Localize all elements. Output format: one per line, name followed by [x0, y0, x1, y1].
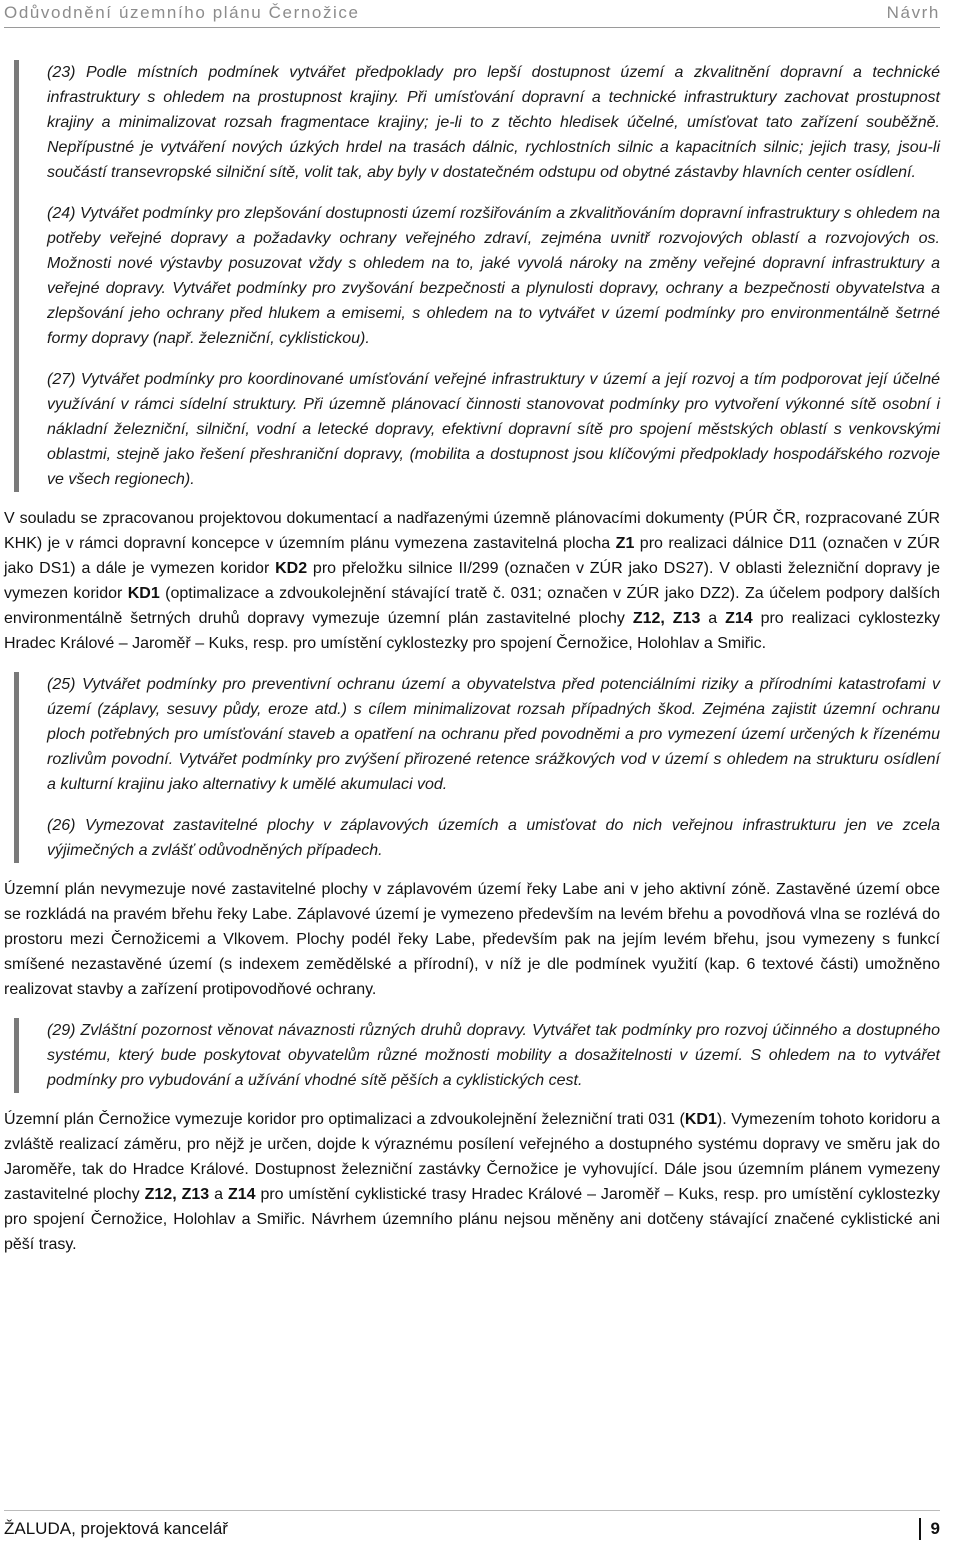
page-number: 9: [930, 1519, 940, 1538]
quoted-policy-paragraph: (23) Podle místních podmínek vytvářet předpoklady pro lepší dostupnost území a zkvalitnění dopravní a technické infrastruktury s ohledem na prostupnost krajiny. Při umísťování dopravní a technické infrastruktury zachovat prostupnost krajiny a minimalizovat rozsah fragmentace krajiny; je-li to z těchto hledisek účelné, umísťovat tato zařízení souběžně. Nepřípustné je vytváření nových úzkých hrdel na trasách dálnic, rychlostních silnic a kapacitních silnic; jejich trasy, jsou-li součástí transevropské silniční sítě, volit tak, aby byly v dostatečném odstupu od obytné zástavby hlavních center osídlení.: [47, 64, 940, 181]
text-segment: V souladu se zpracovanou projektovou dokumentací a nadřazenými územně plánovacími dokumenty (PÚR ČR, rozpracované ZÚR KHK) je v rámci dopravní koncepce v územním plánu vymezena zastavitelná plocha: [4, 510, 940, 552]
quoted-policy-paragraph: (25) Vytvářet podmínky pro preventivní ochranu území a obyvatelstva před potenciálními riziky a přírodními katastrofami v území (záplavy, sesuvy půdy, eroze atd.) s cílem minimalizovat rozsah případných škod. Zejména zajistit územní ochranu ploch potřebných pro umísťování staveb a opatření na ochranu před povodněmi a pro vymezení území určených k řízenému rozlivům povodní. Vytvářet podmínky pro zvýšení přirozené retence srážkových vod v území s ohledem na strukturu osídlení a kulturní krajinu jako alternativy k umělé akumulaci vod.: [47, 676, 940, 793]
quoted-policy-paragraph: (26) Vymezovat zastavitelné plochy v záplavových územích a umisťovat do nich veřejnou infrastrukturu jen ve zcela výjimečných a zvlášť odůvodněných případech.: [47, 817, 940, 859]
page-header: [4, 0, 940, 28]
text-segment: a: [700, 610, 726, 627]
quoted-policy-block: [14, 60, 940, 492]
bold-reference: Z12, Z13: [144, 1186, 210, 1203]
bold-reference: KD1: [127, 585, 160, 602]
body-paragraph: [4, 1107, 940, 1257]
page-number-box: [919, 1518, 940, 1540]
text-segment: pro realizaci cyklostezky Hradec Králové – Jaroměř – Kuks, resp. pro umístění cyklostezky pro spojení Černožice, Holohlav a Smiřic.: [4, 610, 941, 652]
text-segment: Územní plán Černožice vymezuje koridor pro optimalizaci a zdvoukolejnění železniční trati 031 (: [4, 1111, 685, 1128]
bold-reference: Z14: [725, 610, 753, 627]
body-paragraph: [4, 506, 940, 656]
text-segment: (optimalizace a zdvoukolejnění stávající tratě č. 031; označen v ZÚR jako DZ2). Za účelem podpory dalších environmentálně šetrných druhů dopravy vymezuje územní plán zastavitelné plochy: [4, 585, 940, 627]
body-paragraph: [4, 877, 940, 1002]
document-status: Návrh: [886, 3, 940, 22]
footer-author: ŽALUDA, projektová kancelář: [4, 1519, 228, 1538]
quoted-policy-paragraph: (27) Vytvářet podmínky pro koordinované umísťování veřejné infrastruktury v území a její rozvoj a tím podporovat její účelné využívání v rámci sídelní struktury. Při územně plánovací činnosti stanovovat podmínky pro vytvoření výkonné sítě osobní i nákladní železniční, silniční, vodní a letecké dopravy, efektivní dopravní sítě pro spojení městských oblastí s venkovskými oblastmi, stejně jako řešení přeshraniční dopravy, (mobilita a dostupnost jsou klíčovými předpoklady hospodářského rozvoje ve všech regionech).: [47, 371, 940, 488]
page-content: [4, 60, 940, 1273]
bold-reference: KD2: [275, 560, 308, 577]
text-segment: Územní plán nevymezuje nové zastavitelné plochy v záplavovém území řeky Labe ani v jeho aktivní zóně. Zastavěné území obce se rozkládá na pravém břehu řeky Labe. Záplavové území je vymezeno především na levém břehu a povodňová vlna se rozlévá do prostoru mezi Černožicemi a Vlkovem. Plochy podél řeky Labe, především pak na jejím levém břehu, jsou vymezeny s funkcí smíšené nezastavěné území (s indexem zemědělské a přírodní), v níž je dle podmínek využití (kap. 6 textové části) umožněno realizovat stavby a zařízení protipovodňové ochrany.: [4, 881, 940, 998]
document-title: Odůvodnění územního plánu Černožice: [4, 3, 360, 22]
bold-reference: Z12, Z13: [632, 610, 701, 627]
footer-rule: [4, 1510, 940, 1511]
text-segment: a: [209, 1186, 228, 1203]
bold-reference: Z1: [615, 535, 635, 552]
quoted-policy-paragraph: (29) Zvláštní pozornost věnovat návaznosti různých druhů dopravy. Vytvářet tak podmínky pro rozvoj účinného a dostupného systému, který bude poskytovat obyvatelům různé možnosti mobility a dosažitelnosti v území. S ohledem na to vytvářet podmínky pro vybudování a užívání vhodné sítě pěších a cyklistických cest.: [47, 1022, 940, 1089]
bold-reference: Z14: [227, 1186, 256, 1203]
text-segment: ). Vymezením tohoto koridoru a zvláště realizací záměru, pro nějž je určen, dojde k výraznému posílení veřejného a dostupného systému dopravy ve směru jak do Jaroměře, tak do Hradce Králové. Dostupnost železniční zastávky Černožice je vyhovující. Dále jsou územním plánem vymezeny zastavitelné plochy: [4, 1111, 940, 1203]
page-number-divider: [919, 1518, 921, 1540]
quoted-policy-paragraph: (24) Vytvářet podmínky pro zlepšování dostupnosti území rozšiřováním a zkvalitňováním dopravní infrastruktury s ohledem na potřeby veřejné dopravy a požadavky ochrany veřejného zdraví, zejména uvnitř rozvojových oblastí a rozvojových os. Možnosti nové výstavby posuzovat vždy s ohledem na to, jaké vyvolá nároky na změny veřejné dopravní infrastruktury a veřejné dopravy. Vytvářet podmínky pro zvyšování bezpečnosti a plynulosti dopravy, ochrany a bezpečnosti obyvatelstva a zlepšování jeho ochrany před hlukem a emisemi, s ohledem na to vytvářet v území podmínky pro environmentálně šetrné formy dopravy (např. železniční, cyklistickou).: [47, 205, 940, 347]
quoted-policy-block: [14, 672, 940, 863]
bold-reference: KD1: [684, 1111, 717, 1128]
text-segment: pro realizaci dálnice D11 (označen v ZÚR jako DS1) a dále je vymezen koridor: [4, 535, 940, 577]
text-segment: pro umístění cyklistické trasy Hradec Králové – Jaroměř – Kuks, resp. pro umístění cyklostezky pro spojení Černožice, Holohlav a Smiřic. Návrhem územního plánu nejsou měněny ani dotčeny stávající značené cyklistické ani pěší trasy.: [4, 1186, 940, 1253]
page-footer: [4, 1516, 940, 1542]
quoted-policy-block: [14, 1018, 940, 1093]
text-segment: pro přeložku silnice II/299 (označen v ZÚR jako DS27). V oblasti železniční dopravy je vymezen koridor: [4, 560, 941, 602]
